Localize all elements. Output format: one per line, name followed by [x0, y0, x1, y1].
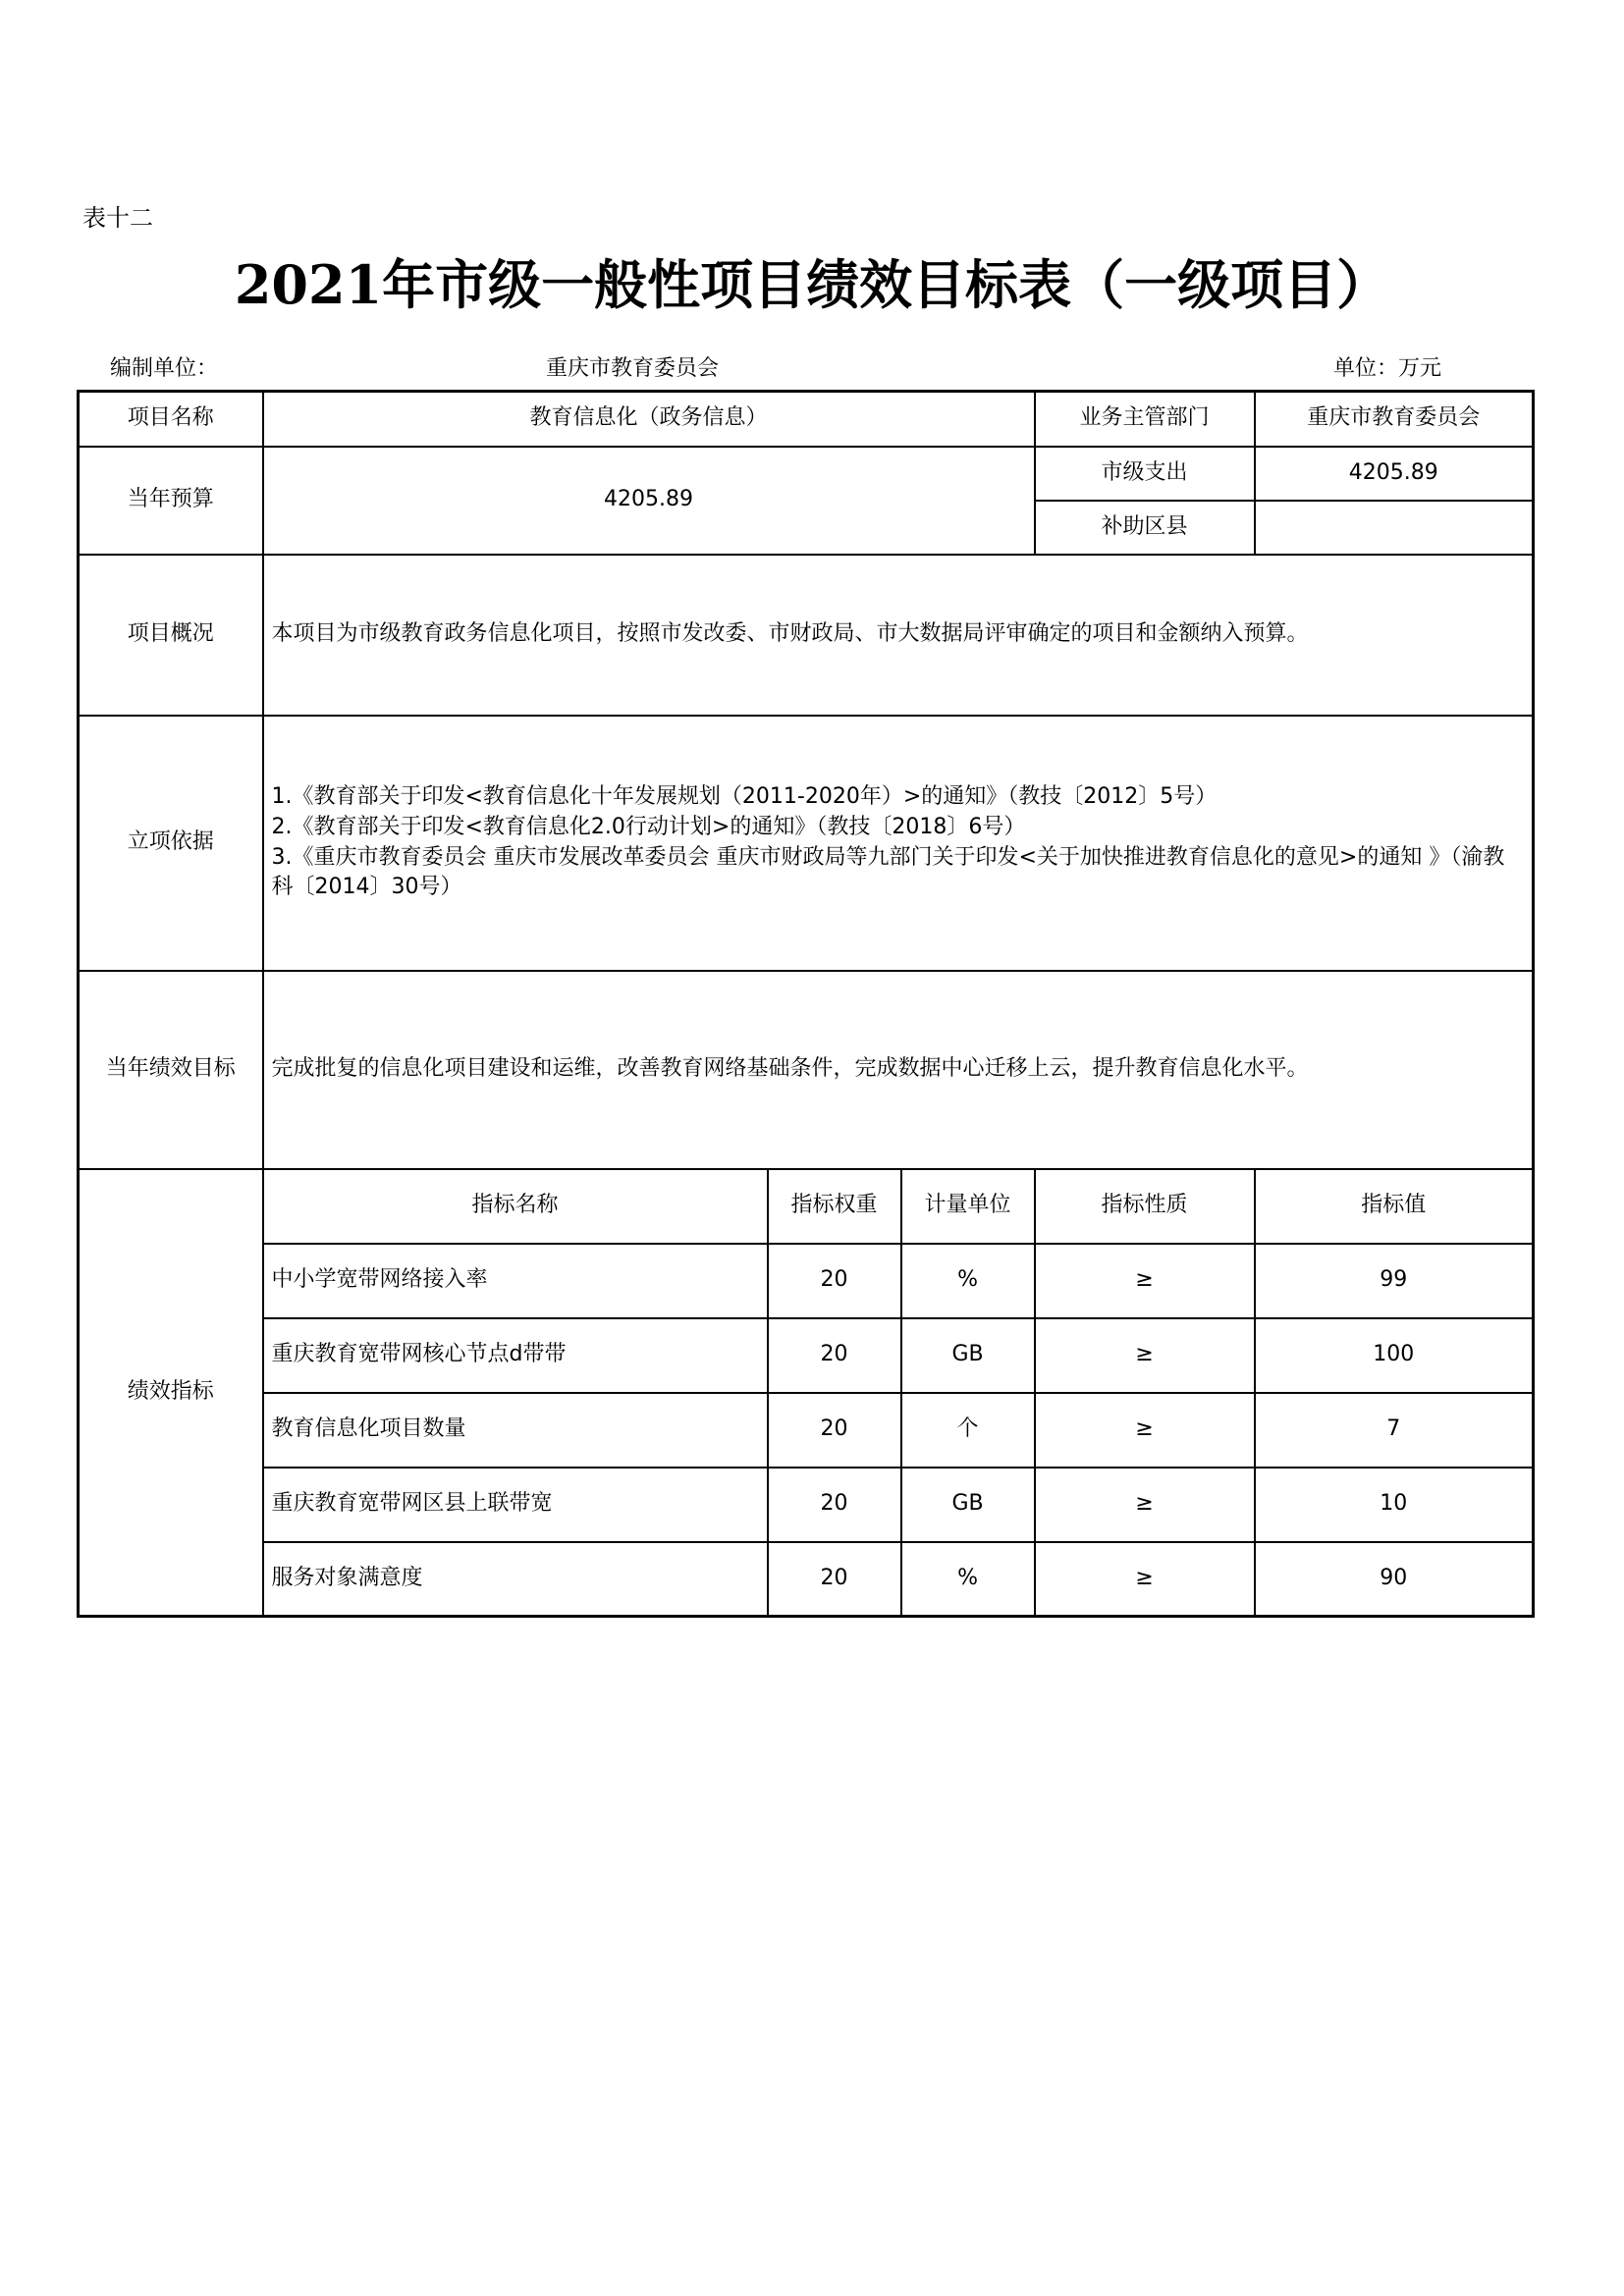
indicator-name: 重庆教育宽带网核心节点d带带	[263, 1318, 768, 1393]
basis-line-2: 2.《教育部关于印发<教育信息化2.0行动计划>的通知》（教技〔2018〕6号）	[271, 814, 1026, 839]
indicator-header-value: 指标值	[1255, 1169, 1534, 1244]
indicator-header-row	[79, 1169, 1534, 1244]
project-name-label: 项目名称	[79, 392, 263, 447]
indicator-nature: ≥	[1035, 1318, 1255, 1393]
indicator-name: 教育信息化项目数量	[263, 1393, 768, 1468]
table-row	[79, 1542, 1534, 1617]
indicator-section-label: 绩效指标	[79, 1169, 263, 1617]
page-title: 2021年市级一般性项目绩效目标表（一级项目）	[234, 253, 1390, 316]
department-label: 业务主管部门	[1035, 392, 1255, 447]
basis-row	[79, 716, 1534, 971]
project-name-row	[79, 392, 1534, 447]
performance-target-table	[77, 390, 1535, 1618]
overview-value: 本项目为市级教育政务信息化项目，按照市发改委、市财政局、市大数据局评审确定的项目和金额纳入预算。	[263, 555, 1534, 716]
indicator-nature: ≥	[1035, 1542, 1255, 1617]
indicator-unit: 个	[901, 1393, 1035, 1468]
indicator-nature: ≥	[1035, 1393, 1255, 1468]
table-row	[79, 1318, 1534, 1393]
district-subsidy-value	[1255, 501, 1534, 555]
basis-label: 立项依据	[79, 716, 263, 971]
indicator-header-name: 指标名称	[263, 1169, 768, 1244]
compiling-unit-label: 编制单位：	[110, 356, 219, 381]
goal-row	[79, 971, 1534, 1169]
goal-value: 完成批复的信息化项目建设和运维，改善教育网络基础条件，完成数据中心迁移上云，提升教育信息化水平。	[263, 971, 1534, 1169]
indicator-value: 10	[1255, 1468, 1534, 1542]
city-expenditure-label: 市级支出	[1035, 447, 1255, 501]
indicator-weight: 20	[768, 1393, 901, 1468]
budget-value: 4205.89	[263, 447, 1035, 555]
indicator-nature: ≥	[1035, 1244, 1255, 1318]
city-expenditure-value: 4205.89	[1255, 447, 1534, 501]
budget-row	[79, 447, 1534, 501]
indicator-value: 99	[1255, 1244, 1534, 1318]
budget-label: 当年预算	[79, 447, 263, 555]
compiling-unit-value: 重庆市教育委员会	[546, 356, 720, 381]
indicator-unit: GB	[901, 1318, 1035, 1393]
goal-label: 当年绩效目标	[79, 971, 263, 1169]
indicator-name: 服务对象满意度	[263, 1542, 768, 1617]
table-row	[79, 1244, 1534, 1318]
department-value: 重庆市教育委员会	[1255, 392, 1534, 447]
table-row	[79, 1393, 1534, 1468]
indicator-value: 7	[1255, 1393, 1534, 1468]
overview-label: 项目概况	[79, 555, 263, 716]
basis-value	[263, 716, 1534, 971]
project-name-value: 教育信息化（政务信息）	[263, 392, 1035, 447]
district-subsidy-label: 补助区县	[1035, 501, 1255, 555]
indicator-unit: %	[901, 1244, 1035, 1318]
indicator-header-weight: 指标权重	[768, 1169, 901, 1244]
basis-line-3: 3.《重庆市教育委员会 重庆市发展改革委员会 重庆市财政局等九部门关于印发<关于加快推进教育信息化的意见>的通知 》（渝教科〔2014〕30号）	[271, 844, 1505, 900]
table-number-label: 表十二	[82, 204, 153, 232]
indicator-weight: 20	[768, 1542, 901, 1617]
indicator-unit: %	[901, 1542, 1035, 1617]
indicator-unit: GB	[901, 1468, 1035, 1542]
indicator-weight: 20	[768, 1468, 901, 1542]
indicator-value: 100	[1255, 1318, 1534, 1393]
indicator-name: 重庆教育宽带网区县上联带宽	[263, 1468, 768, 1542]
indicator-header-unit: 计量单位	[901, 1169, 1035, 1244]
overview-row	[79, 555, 1534, 716]
indicator-value: 90	[1255, 1542, 1534, 1617]
indicator-header-nature: 指标性质	[1035, 1169, 1255, 1244]
indicator-name: 中小学宽带网络接入率	[263, 1244, 768, 1318]
table-row	[79, 1468, 1534, 1542]
currency-unit-label: 单位：万元	[1333, 356, 1442, 381]
basis-line-1: 1.《教育部关于印发<教育信息化十年发展规划（2011-2020年）>的通知》（教技〔2012〕5号）	[271, 783, 1218, 809]
indicator-weight: 20	[768, 1318, 901, 1393]
indicator-weight: 20	[768, 1244, 901, 1318]
indicator-nature: ≥	[1035, 1468, 1255, 1542]
